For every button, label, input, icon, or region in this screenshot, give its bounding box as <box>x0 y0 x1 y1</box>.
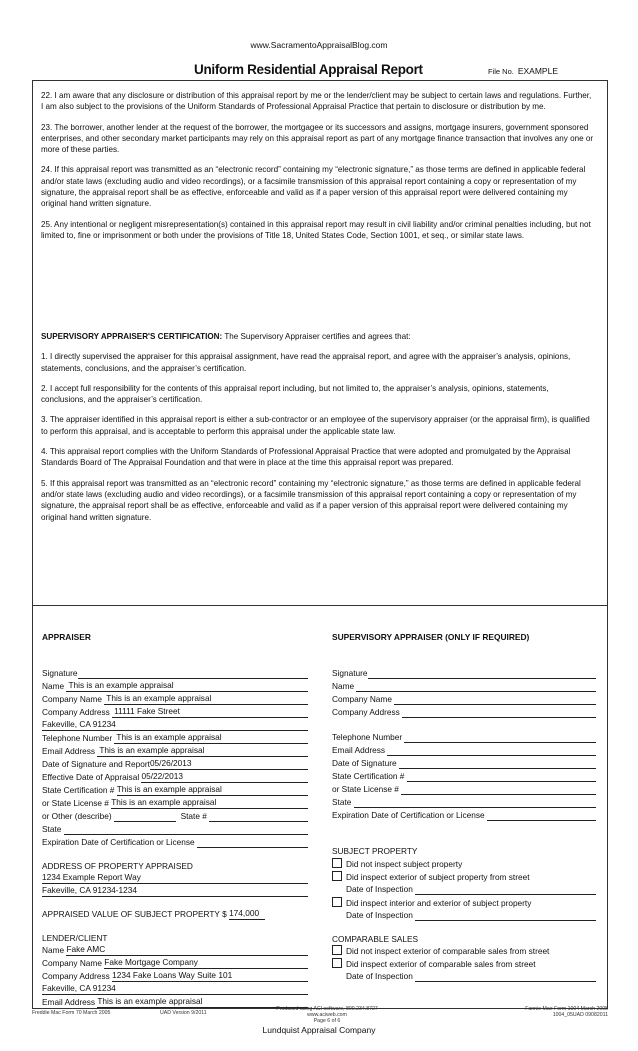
sup-name-line[interactable] <box>356 681 596 692</box>
supervisor-telephone-field[interactable] <box>332 732 596 745</box>
file-number-label: File No. <box>488 67 514 76</box>
sup-state-cert-line[interactable] <box>407 771 596 782</box>
sup-name-label: Name <box>332 680 355 691</box>
sup-company-label: Company Name <box>332 693 392 704</box>
lender-name-line <box>66 945 308 956</box>
subject-inspection-date-1[interactable] <box>332 884 596 897</box>
paragraph-24: 24. If this appraisal report was transmitted as an “electronic record” containing my “electronic signature,” as those terms are defined in applicable federal and/or state laws (excluding audio and video recordings), or a facsimile transmission of this appraisal report containing a copy or representation of my signature, the appraisal report shall be as effective, enforceable and valid as if a paper version of this appraisal report were delivered containing my original hand written signature. <box>41 165 586 209</box>
name-value-line <box>66 681 308 692</box>
sup-address-label: Company Address <box>332 706 400 717</box>
state-line[interactable] <box>64 824 308 835</box>
file-number <box>488 66 558 76</box>
comp-no-inspect-checkbox[interactable] <box>332 945 342 955</box>
appraised-value-line <box>229 909 265 920</box>
appraiser-column <box>42 632 308 1010</box>
effective-date-label: Effective Date of Appraisal <box>42 771 140 782</box>
sup-date-line[interactable] <box>399 758 596 769</box>
comparable-sales-heading: COMPARABLE SALES <box>332 933 419 944</box>
footer-uad-version: UAD Version 9/2011 <box>160 1010 207 1016</box>
state-number-label: State # <box>180 810 207 821</box>
footer-page: Page 6 of 6 <box>313 1018 341 1024</box>
company-address-label: Company Address <box>42 706 110 717</box>
sup-address-line[interactable] <box>402 707 596 718</box>
comp-option-2[interactable] <box>332 958 596 971</box>
name-value: This is an example appraisal <box>68 679 174 690</box>
date-signature-line <box>150 759 308 770</box>
sup-signature-label: Signature <box>332 667 368 678</box>
lender-company-value: Fake Mortgage Company <box>104 956 198 967</box>
expiration-line[interactable] <box>197 837 308 848</box>
paragraph-25: 25. Any intentional or negligent misrepresentation(s) contained in this appraisal report may result in civil liability and/or criminal penalties including, but not limited to, fine or imprisonment or both under the provisions of Title 18, United States Code, Section 1001, et seq., or similar state laws. <box>41 219 591 240</box>
appraiser-state-field <box>42 824 308 837</box>
appraiser-expiration-field <box>42 837 308 850</box>
supervisor-address-field[interactable] <box>332 707 596 720</box>
sup-state-label: State <box>332 796 352 807</box>
lender-name-label: Name <box>42 944 65 955</box>
date-signature-label: Date of Signature and Report <box>42 758 150 769</box>
lender-address-line <box>112 971 308 982</box>
property-address-2-value: Fakeville, CA 91234-1234 <box>42 884 138 895</box>
supervisor-state-license-field[interactable] <box>332 784 596 797</box>
company-name-line <box>104 694 308 705</box>
lender-address-label: Company Address <box>42 970 110 981</box>
supervisory-intro <box>41 331 594 342</box>
signature-line[interactable] <box>78 668 308 679</box>
property-address-1-value: 1234 Example Report Way <box>42 871 141 882</box>
appraised-value: 174,000 <box>229 907 260 918</box>
lender-name-value: Fake AMC <box>66 943 106 954</box>
property-address-2-line <box>42 886 308 897</box>
sup-date-label: Date of Signature <box>332 757 397 768</box>
email-label: Email Address <box>42 745 96 756</box>
state-license-value: This is an example appraisal <box>111 796 217 807</box>
supervisory-intro-text: The Supervisory Appraiser certifies and agrees that: <box>224 332 411 341</box>
subject-property-heading: SUBJECT PROPERTY <box>332 845 418 856</box>
property-address-1-line <box>42 873 308 884</box>
footer-fannie-code: 1004_05UAD 09082011 <box>552 1012 608 1018</box>
company-address-value: 11111 Fake Street <box>114 705 180 716</box>
supervisory-item-4: 4. This appraisal report complies with the Uniform Standards of Professional Appraisal Practice that were adopted and promulgated by the Appraisal Standards Board of The Appraisal Foundation and that were in place at the time this appraisal report was prepared. <box>41 447 571 468</box>
state-label: State <box>42 823 62 834</box>
supervisor-state-field[interactable] <box>332 797 596 810</box>
company-city-line <box>42 720 308 731</box>
supervisory-item-2: 2. I accept full responsibility for the contents of this appraisal report including, but not limited to, the appraiser’s analysis, opinions, statements, conclusions, and the appraiser’s certification. <box>41 383 549 405</box>
subject-date-line-2[interactable] <box>415 910 596 921</box>
lender-address-value: 1234 Fake Loans Way Suite 101 <box>112 969 233 980</box>
supervisor-email-field[interactable] <box>332 745 596 758</box>
paragraph-22: 22. I am aware that any disclosure or distribution of this appraisal report by me or the lender/client may be subject to certain laws and regulations. Further, I am also subject to the provisions of the Uniform Standards of Professional Appraisal Practice that pertain to disclosure or distribution by me. <box>41 91 592 112</box>
certification-paragraphs <box>41 90 594 250</box>
footer-produced-text: Produced using ACI software, 800.234.8727 www.aciweb.com <box>276 1006 378 1018</box>
lender-heading: LENDER/CLIENT <box>42 932 108 943</box>
comp-option-2-label: Did inspect exterior of comparable sales from street <box>346 959 536 970</box>
sup-signature-line[interactable] <box>368 668 596 679</box>
other-describe-line[interactable] <box>114 811 176 822</box>
lender-email-value: This is an example appraisal <box>97 995 203 1006</box>
signature-label: Signature <box>42 667 78 678</box>
subject-exterior-checkbox[interactable] <box>332 871 342 881</box>
footer-fannie-form <box>480 1006 608 1018</box>
lender-company-label: Company Name <box>42 957 102 968</box>
subject-option-2-label: Did inspect exterior of subject property from street <box>346 871 530 882</box>
comp-exterior-checkbox[interactable] <box>332 958 342 968</box>
supervisory-item-5: 5. If this appraisal report was transmitted as an “electronic record” containing my “electronic signature,” as those terms are defined in applicable federal and/or state laws (excluding audio and video recordings), or a facsimile transmission of this appraisal report containing a copy or representation of my signature, the appraisal report shall be as effective, enforceable and valid as if a paper version of this appraisal report were delivered containing my original hand written signature. <box>41 478 581 522</box>
date-signature-value: 05/26/2013 <box>149 757 192 768</box>
subject-option-1-label: Did not inspect subject property <box>346 858 463 869</box>
expiration-label: Expiration Date of Certification or License <box>42 836 195 847</box>
subject-interior-checkbox[interactable] <box>332 897 342 907</box>
comp-date-label: Date of Inspection <box>346 971 413 982</box>
appraised-value-label: APPRAISED VALUE OF SUBJECT PROPERTY $ <box>42 908 227 919</box>
supervisory-heading: SUPERVISORY APPRAISER'S CERTIFICATION: <box>41 332 223 341</box>
state-license-line <box>111 798 308 809</box>
sup-telephone-line[interactable] <box>404 732 596 743</box>
lender-email-label: Email Address <box>42 996 96 1007</box>
appraiser-heading: APPRAISER <box>42 632 91 642</box>
comp-date-line[interactable] <box>415 971 596 982</box>
telephone-label: Telephone Number <box>42 732 113 743</box>
supervisor-expiration-field[interactable] <box>332 810 596 823</box>
company-name-value: This is an example appraisal <box>106 692 212 703</box>
company-address-line <box>112 707 308 718</box>
sup-state-cert-label: State Certification # <box>332 770 405 781</box>
subject-option-2[interactable] <box>332 871 596 884</box>
subject-option-3-label: Did inspect interior and exterior of subject property <box>346 897 532 908</box>
telephone-value: This is an example appraisal <box>116 731 222 742</box>
paragraph-23: 23. The borrower, another lender at the request of the borrower, the mortgagee or its successors and assigns, mortgage insurers, government sponsored enterprises, and other secondary market participants may rely on this appraisal report as part of any mortgage finance transaction that involves any one or more of these parties. <box>41 122 594 155</box>
appraiser-state-license-field <box>42 798 308 811</box>
property-address-line-2 <box>42 886 308 899</box>
sup-expiration-line[interactable] <box>487 810 596 821</box>
page-title: Uniform Residential Appraisal Report <box>194 62 423 77</box>
file-number-value: EXAMPLE <box>517 66 558 76</box>
lender-city-value: Fakeville, CA 91234 <box>42 982 116 993</box>
company-name-footer: Lundquist Appraisal Company <box>262 1025 376 1035</box>
other-describe-label: or Other (describe) <box>42 810 112 821</box>
sup-expiration-label: Expiration Date of Certification or License <box>332 809 485 820</box>
comp-inspection-date[interactable] <box>332 971 596 984</box>
supervisor-date-field[interactable] <box>332 758 596 771</box>
subject-date-label-1: Date of Inspection <box>346 883 413 894</box>
subject-option-3[interactable] <box>332 897 596 910</box>
footer-fannie-text: Fannie Mae Form 1004 March 2005 <box>525 1006 608 1012</box>
supervisory-certification <box>41 331 594 532</box>
telephone-line <box>114 733 308 744</box>
company-city-value: Fakeville, CA 91234 <box>42 718 116 729</box>
state-number-line[interactable] <box>209 811 308 822</box>
supervisory-item-3: 3. The appraiser identified in this appraisal report is either a sub-contractor or an employee of the supervisory appraiser (or the appraisal firm), is qualified to perform this appraisal, and is acceptable to perform this appraisal under the applicable state law. <box>41 415 590 436</box>
footer-freddie-form: Freddie Mac Form 70 March 2005 <box>32 1010 111 1016</box>
comp-option-1-label: Did not inspect exterior of comparable sales from street <box>346 946 550 957</box>
subject-date-label-2: Date of Inspection <box>346 909 413 920</box>
supervisor-column <box>332 632 596 984</box>
subject-date-line-1[interactable] <box>415 884 596 895</box>
subject-inspection-date-2[interactable] <box>332 910 596 923</box>
sup-email-line[interactable] <box>387 745 596 756</box>
state-cert-line <box>117 785 308 796</box>
email-line <box>97 746 308 757</box>
footer-produced <box>262 1006 392 1024</box>
lender-company-line <box>104 958 308 969</box>
site-url: www.SacramentoAppraisalBlog.com <box>250 40 388 50</box>
effective-date-line <box>141 772 308 783</box>
appraised-value-field <box>42 909 308 922</box>
subject-no-inspect-checkbox[interactable] <box>332 858 342 868</box>
supervisor-company-field[interactable] <box>332 694 596 707</box>
state-cert-value: This is an example appraisal <box>116 783 222 794</box>
state-cert-label: State Certification # <box>42 784 115 795</box>
name-label: Name <box>42 680 65 691</box>
email-value: This is an example appraisal <box>99 744 205 755</box>
appraiser-other-field <box>42 811 308 824</box>
effective-date-value: 05/22/2013 <box>141 770 184 781</box>
subject-option-1[interactable] <box>332 858 596 871</box>
sup-state-license-label: or State License # <box>332 783 399 794</box>
supervisor-name-field[interactable] <box>332 681 596 694</box>
company-name-label: Company Name <box>42 693 102 704</box>
supervisor-signature-field[interactable] <box>332 668 596 681</box>
address-heading: ADDRESS OF PROPERTY APPRAISED <box>42 860 193 871</box>
sup-telephone-label: Telephone Number <box>332 731 403 742</box>
sup-state-license-line[interactable] <box>401 784 596 795</box>
supervisory-item-1: 1. I directly supervised the appraiser for this appraisal assignment, have read the appraisal report, and agree with the appraiser’s analysis, opinions, statements, conclusions, and the appraiser’s certification. <box>41 352 571 373</box>
section-divider <box>32 605 608 606</box>
lender-city-line <box>42 984 308 995</box>
sup-company-line[interactable] <box>394 694 596 705</box>
sup-email-label: Email Address <box>332 744 386 755</box>
sup-state-line[interactable] <box>354 797 596 808</box>
state-license-label: or State License # <box>42 797 109 808</box>
supervisor-state-cert-field[interactable] <box>332 771 596 784</box>
comp-option-1[interactable] <box>332 945 596 958</box>
supervisor-heading: SUPERVISORY APPRAISER (ONLY IF REQUIRED) <box>332 632 530 642</box>
